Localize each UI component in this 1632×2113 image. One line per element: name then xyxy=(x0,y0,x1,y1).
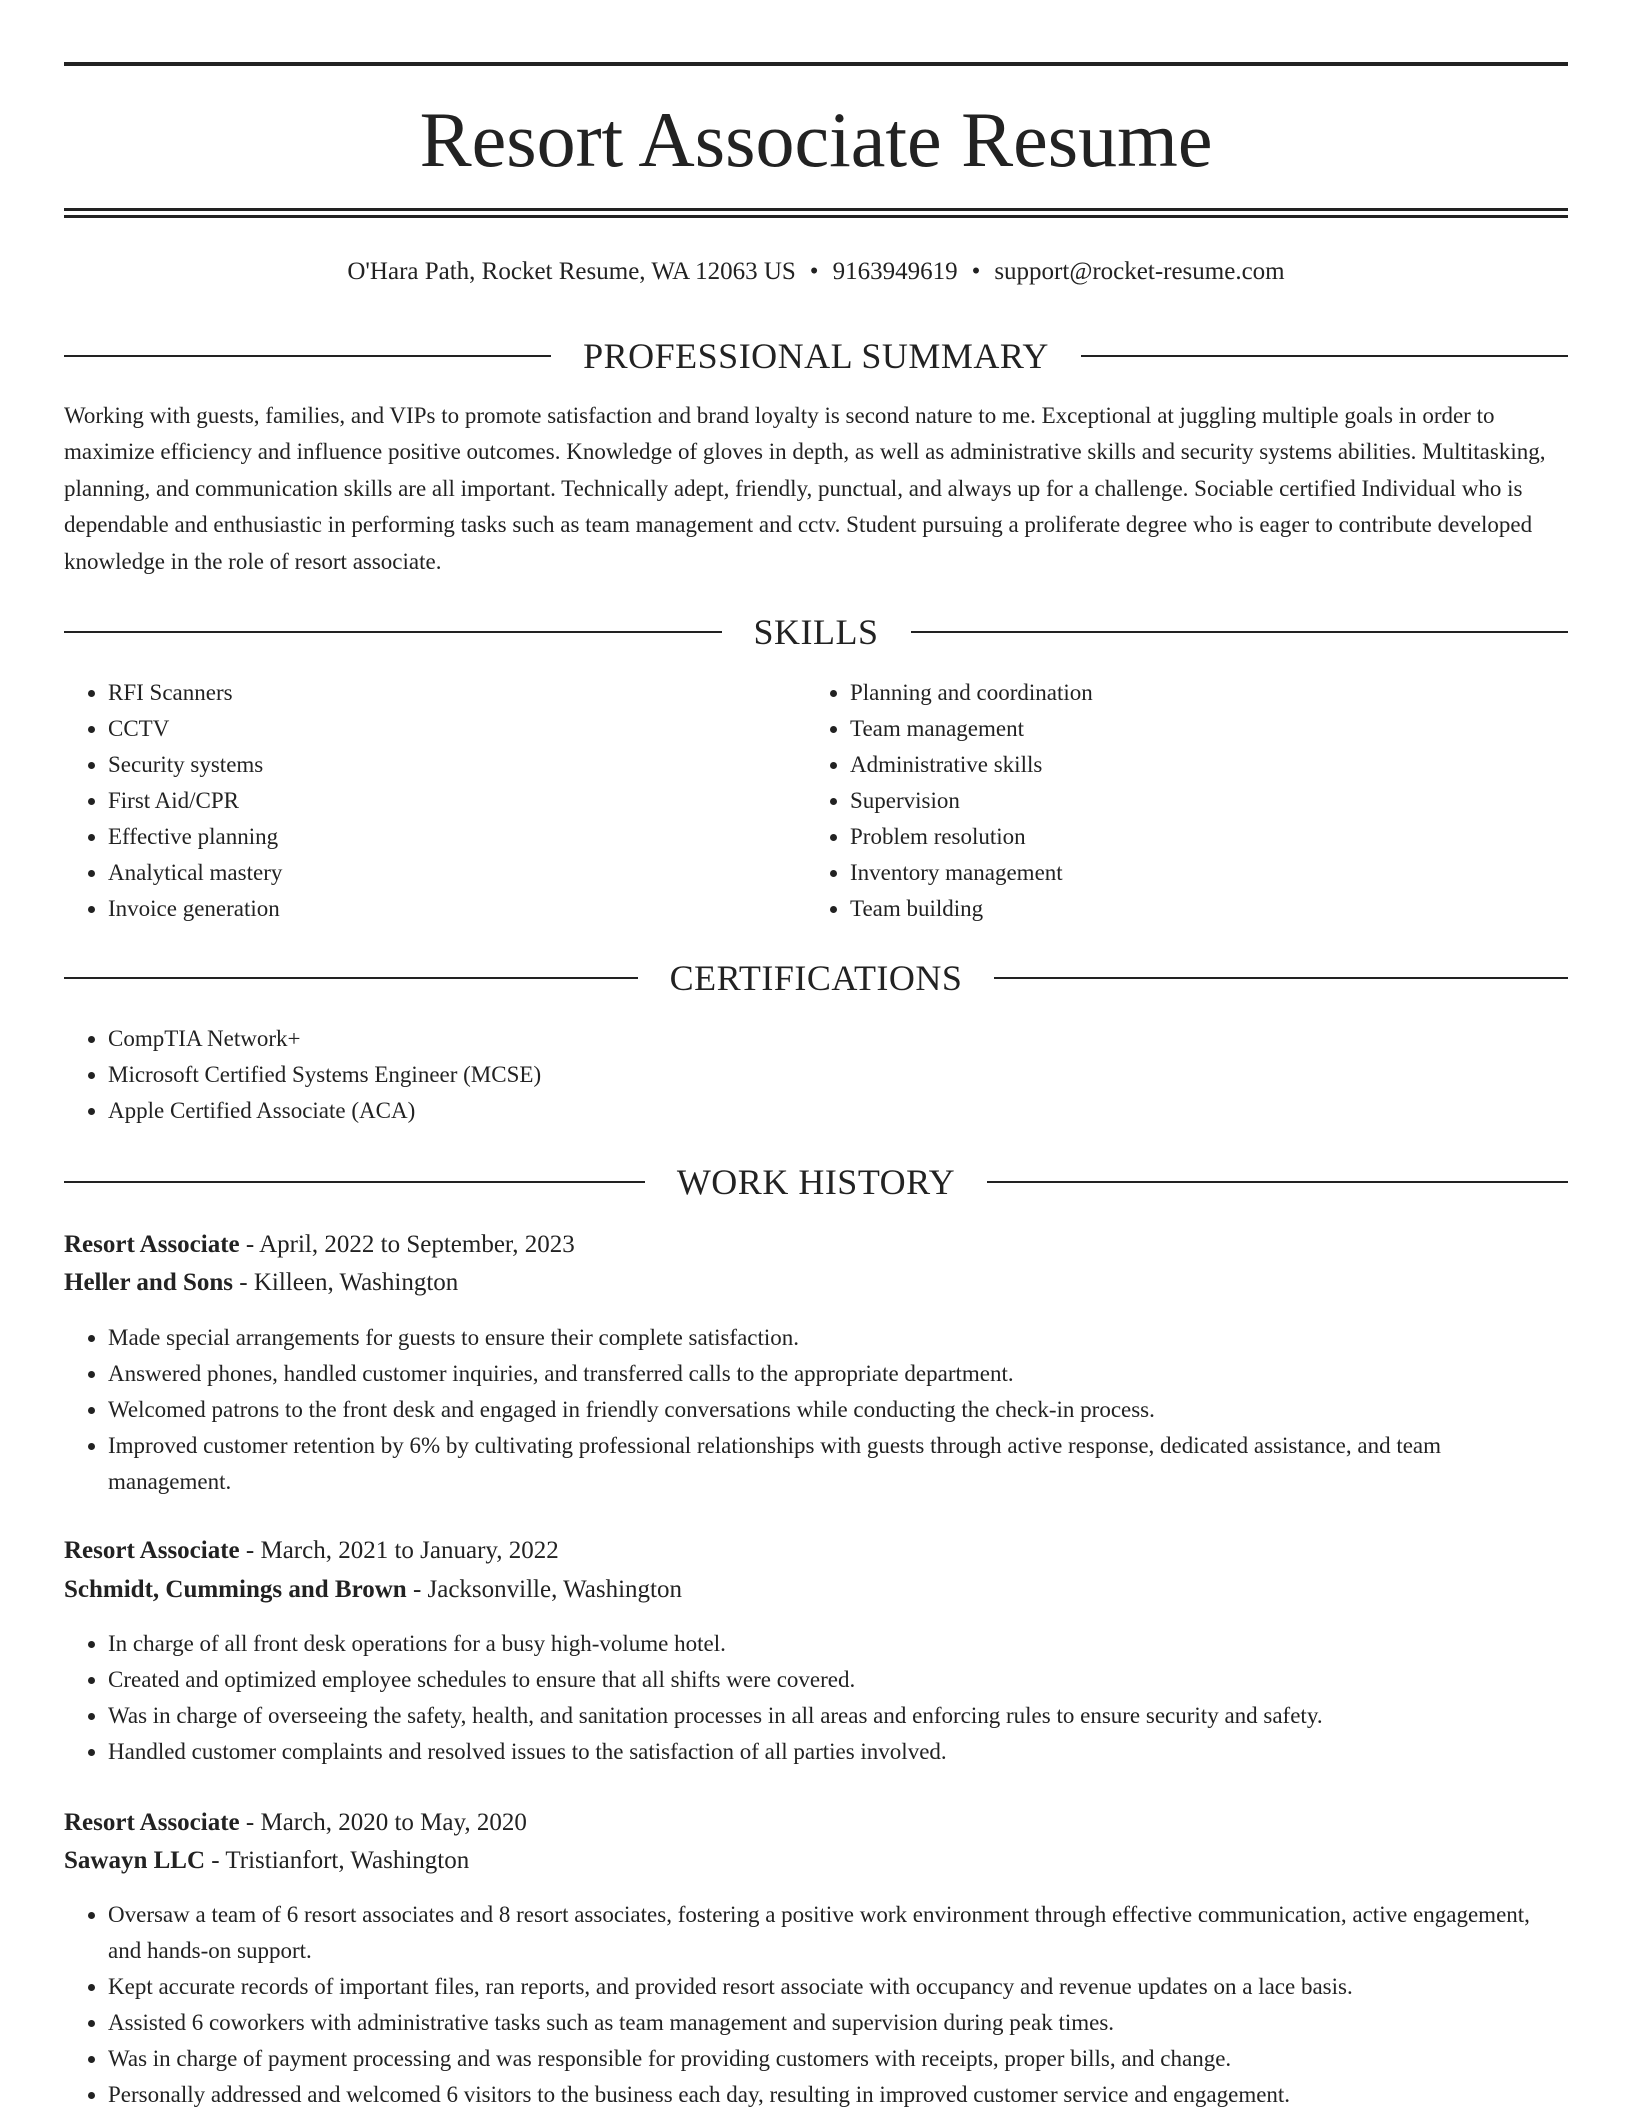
skill-item: • Supervision xyxy=(850,783,1590,819)
certification-item: • Apple Certified Associate (ACA) xyxy=(108,1093,1568,1129)
heading-rule-right xyxy=(1081,355,1568,357)
skill-item: • Team building xyxy=(850,891,1590,927)
skill-item: • RFI Scanners xyxy=(108,675,808,711)
contact-email: support@rocket-resume.com xyxy=(994,258,1285,285)
job-title-line: Resort Associate - March, 2020 to May, 2020 xyxy=(64,1809,527,1836)
skill-item: • Security systems xyxy=(108,747,808,783)
contact-line xyxy=(64,254,1568,290)
job-bullet: • Was in charge of overseeing the safety, health, and sanitation processes in all areas and enforcing rules to ensure security and safety. xyxy=(108,1698,1568,1734)
job-bullet: • Made special arrangements for guests to ensure their complete satisfaction. xyxy=(108,1320,1568,1356)
job-location: Jacksonville, Washington xyxy=(427,1576,682,1603)
skill-item: • Problem resolution xyxy=(850,819,1590,855)
heading-rule-left xyxy=(64,977,638,979)
skills-list-left xyxy=(64,675,808,927)
skill-item: • Administrative skills xyxy=(850,747,1590,783)
job-bullets xyxy=(64,1320,1568,1500)
certification-item: • CompTIA Network+ xyxy=(108,1021,1568,1057)
summary-text: Working with guests, families, and VIPs to promote satisfaction and brand loyalty is second nature to me. Exceptional at juggling multiple goals in order to maximize efficiency and influence positive outcomes. Knowledge of gloves in depth, as well as administrative skills and security systems abilities. Multitasking, planning, and communication skills are all important. Technically adept, friendly, punctual, and always up for a challenge. Sociable certified Individual who is dependable and enthusiastic in performing tasks such as team management and cctv. Student pursuing a proliferate degree who is eager to contribute developed knowledge in the role of resort associate. xyxy=(64,403,1546,574)
contact-separator: • xyxy=(971,258,981,285)
job-bullets xyxy=(64,1626,1568,1770)
job-bullet: • Personally addressed and welcomed 6 visitors to the business each day, resulting in improved customer service and engagement. xyxy=(108,2077,1568,2113)
job-dates: March, 2020 to May, 2020 xyxy=(260,1809,527,1836)
certifications-heading xyxy=(64,956,1568,1000)
summary-heading-label: PROFESSIONAL SUMMARY xyxy=(583,336,1049,376)
certifications-list xyxy=(64,1021,1568,1129)
certifications-heading-label: CERTIFICATIONS xyxy=(669,958,963,998)
job-bullet: • Welcomed patrons to the front desk and engaged in friendly conversations while conducting the check-in process. xyxy=(108,1392,1568,1428)
heading-rule-right xyxy=(911,631,1569,633)
job-title-line: Resort Associate - April, 2022 to September, 2023 xyxy=(64,1231,575,1258)
job-bullet: • Oversaw a team of 6 resort associates and 8 resort associates, fostering a positive work environment through effective communication, active engagement, and hands-on support. xyxy=(108,1897,1568,1969)
heading-rule-left xyxy=(64,1181,645,1183)
job-company: Schmidt, Cummings and Brown xyxy=(64,1576,407,1603)
job-bullet: • Created and optimized employee schedules to ensure that all shifts were covered. xyxy=(108,1662,1568,1698)
job-company-line: Heller and Sons - Killeen, Washington xyxy=(64,1269,459,1296)
skills-heading xyxy=(64,610,1568,654)
job-title: Resort Associate xyxy=(64,1809,240,1836)
skill-item: • Invoice generation xyxy=(108,891,808,927)
resume-title: Resort Associate Resume xyxy=(419,96,1213,183)
top-rule xyxy=(64,62,1568,66)
job-company: Heller and Sons xyxy=(64,1269,234,1296)
job-bullets xyxy=(64,1897,1568,2113)
heading-rule-right xyxy=(994,977,1568,979)
skill-item: • Team management xyxy=(850,711,1590,747)
work-history-heading xyxy=(64,1160,1568,1204)
heading-rule-left xyxy=(64,355,551,357)
job-bullet: • Answered phones, handled customer inquiries, and transferred calls to the appropriate department. xyxy=(108,1356,1568,1392)
job-bullet: • Assisted 6 coworkers with administrative tasks such as team management and supervision during peak times. xyxy=(108,2005,1568,2041)
contact-address: O'Hara Path, Rocket Resume, WA 12063 US xyxy=(347,258,796,285)
job-title-line: Resort Associate - March, 2021 to January, 2022 xyxy=(64,1537,559,1564)
skill-item: • Inventory management xyxy=(850,855,1590,891)
job-bullet: • Improved customer retention by 6% by cultivating professional relationships with guests through active response, dedicated assistance, and team management. xyxy=(108,1428,1568,1500)
job-dates: April, 2022 to September, 2023 xyxy=(259,1231,575,1258)
skill-item: • Analytical mastery xyxy=(108,855,808,891)
job-company: Sawayn LLC xyxy=(64,1847,206,1874)
work-history-heading-label: WORK HISTORY xyxy=(676,1162,956,1202)
job-location: Tristianfort, Washington xyxy=(225,1847,470,1874)
contact-phone: 9163949619 xyxy=(832,258,958,285)
title-double-rule xyxy=(64,208,1568,218)
skill-item: • First Aid/CPR xyxy=(108,783,808,819)
job-bullet: • Handled customer complaints and resolved issues to the satisfaction of all parties involved. xyxy=(108,1734,1568,1770)
contact-separator: • xyxy=(809,258,819,285)
skills-heading-label: SKILLS xyxy=(753,612,879,652)
skill-item: • CCTV xyxy=(108,711,808,747)
job-title: Resort Associate xyxy=(64,1231,240,1258)
job-dates: March, 2021 to January, 2022 xyxy=(260,1537,559,1564)
job-bullet: • Kept accurate records of important files, ran reports, and provided resort associate with occupancy and revenue updates on a lace basis. xyxy=(108,1969,1568,2005)
job-title: Resort Associate xyxy=(64,1537,240,1564)
job-company-line: Schmidt, Cummings and Brown - Jacksonville, Washington xyxy=(64,1576,682,1603)
job-bullet: • In charge of all front desk operations for a busy high-volume hotel. xyxy=(108,1626,1568,1662)
job-bullet: • Was in charge of payment processing and was responsible for providing customers with receipts, proper bills, and change. xyxy=(108,2041,1568,2077)
job-location: Killeen, Washington xyxy=(253,1269,459,1296)
heading-rule-left xyxy=(64,631,722,633)
job-company-line: Sawayn LLC - Tristianfort, Washington xyxy=(64,1847,470,1874)
heading-rule-right xyxy=(987,1181,1568,1183)
skill-item: • Planning and coordination xyxy=(850,675,1590,711)
certification-item: • Microsoft Certified Systems Engineer (MCSE) xyxy=(108,1057,1568,1093)
skill-item: • Effective planning xyxy=(108,819,808,855)
summary-heading xyxy=(64,334,1568,378)
skills-list-right xyxy=(806,675,1590,927)
